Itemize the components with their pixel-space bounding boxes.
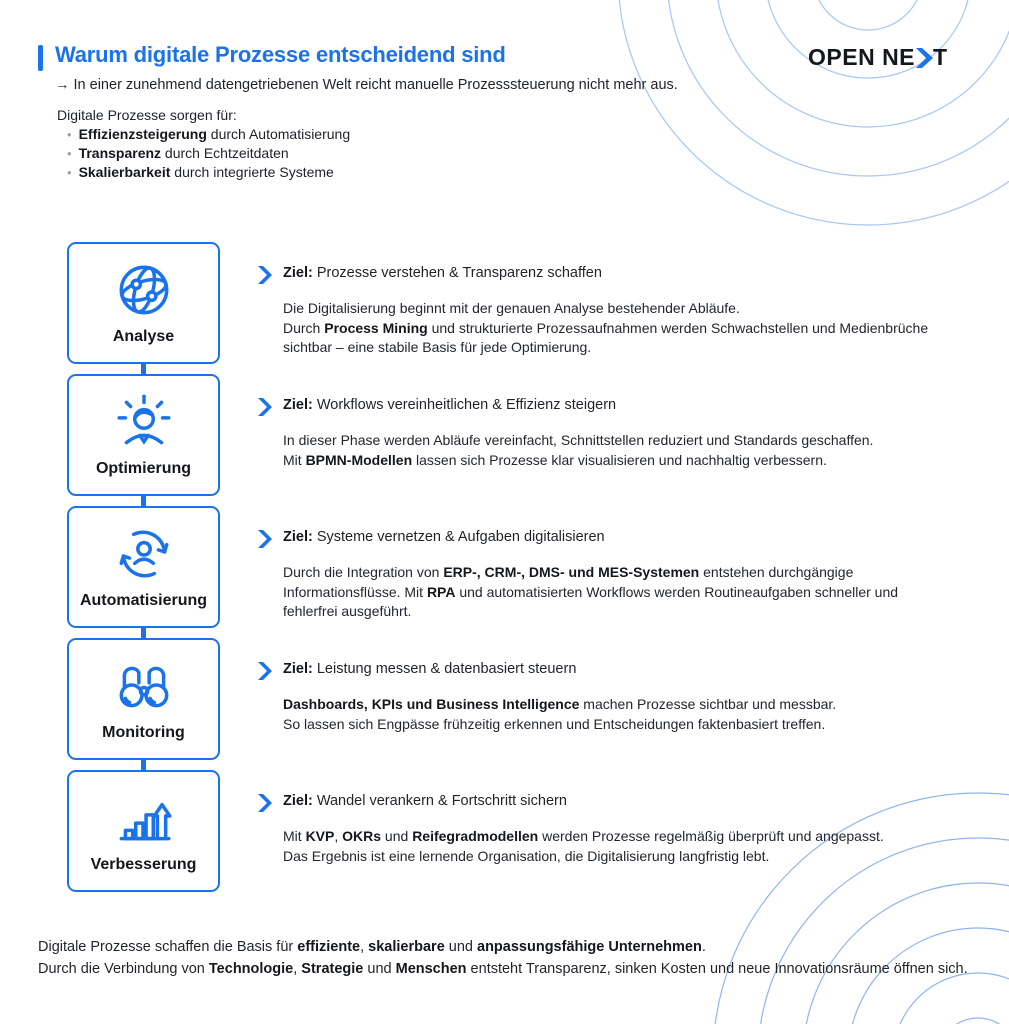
intro-bullet bbox=[57, 144, 350, 163]
person-idea-icon bbox=[111, 389, 177, 455]
body-line: In dieser Phase werden Abläufe vereinfacht, Schnittstellen reduziert und Standards geschaffen. bbox=[283, 432, 874, 448]
top-right-arcs-icon bbox=[618, 0, 1009, 225]
stage-box bbox=[67, 770, 220, 892]
body-line: fehlerfrei ausgeführt. bbox=[283, 603, 412, 619]
stage-connector bbox=[141, 760, 146, 770]
stage-connector bbox=[141, 364, 146, 374]
stage-label: Analyse bbox=[112, 328, 175, 345]
body-line: Die Digitalisierung beginnt mit der genauen Analyse bestehender Abläufe. bbox=[283, 300, 740, 316]
stage-box bbox=[67, 506, 220, 628]
stage-goal: Ziel: Prozesse verstehen & Transparenz schaffen bbox=[283, 265, 602, 281]
logo-text-right: T bbox=[933, 44, 948, 70]
stage-goal: Ziel: Wandel verankern & Fortschritt sichern bbox=[283, 793, 567, 809]
stage-label: Optimierung bbox=[95, 460, 192, 477]
body-line: sichtbar – eine stabile Basis für jede Optimierung. bbox=[283, 339, 592, 355]
footer-line: Durch die Verbindung von Technologie, Strategie und Menschen entsteht Transparenz, sinken Kosten und neue Innovationsräume öffnen sich. bbox=[38, 961, 968, 977]
globe-network-icon bbox=[111, 257, 177, 323]
page-title: Warum digitale Prozesse entscheidend sind bbox=[55, 42, 506, 67]
chevron-right-icon bbox=[258, 398, 272, 416]
stage-text bbox=[258, 529, 988, 622]
body-line: Durch Process Mining und strukturierte Prozessaufnahmen werden Schwachstellen und Medienbrüche bbox=[283, 319, 929, 336]
stage-goal: Ziel: Systeme vernetzen & Aufgaben digitalisieren bbox=[283, 529, 605, 545]
intro-block bbox=[57, 106, 350, 182]
footer-line: Digitale Prozesse schaffen die Basis für effiziente, skalierbare und anpassungsfähige Unternehmen. bbox=[38, 939, 706, 955]
intro-bullet bbox=[57, 125, 350, 144]
body-line: Das Ergebnis ist eine lernende Organisation, die Digitalisierung langfristig lebt. bbox=[283, 847, 770, 864]
bullet-dot-icon bbox=[67, 144, 72, 163]
open-next-logo bbox=[808, 44, 948, 71]
footer-summary bbox=[38, 936, 968, 980]
body-line: Mit KVP, OKRs und Reifegradmodellen werden Prozesse regelmäßig überprüft und angepasst. bbox=[283, 828, 884, 844]
person-cycle-icon bbox=[111, 521, 177, 587]
body-line: Durch die Integration von ERP-, CRM-, DMS- und MES-Systemen entstehen durchgängige bbox=[283, 564, 854, 580]
stage-text bbox=[258, 661, 988, 734]
bullet-text: Transparenz durch Echtzeitdaten bbox=[78, 145, 289, 161]
stage-description bbox=[283, 431, 988, 470]
body-line: Dashboards, KPIs und Business Intelligence machen Prozesse sichtbar und messbar. bbox=[283, 696, 837, 712]
stage-label: Verbesserung bbox=[90, 856, 197, 873]
stage-text bbox=[258, 793, 988, 866]
logo-text-left: OPEN NE bbox=[808, 44, 916, 70]
bar-chart-growth-icon bbox=[111, 785, 177, 851]
blue-chevron-x-icon bbox=[916, 48, 933, 68]
stage-box bbox=[67, 374, 220, 496]
stage-connector bbox=[141, 496, 146, 506]
stage-box bbox=[67, 638, 220, 760]
stage-label: Monitoring bbox=[102, 724, 185, 741]
stage-description bbox=[283, 563, 988, 622]
stage-connector bbox=[141, 628, 146, 638]
stage-description bbox=[283, 299, 988, 358]
stage-box bbox=[67, 242, 220, 364]
binoculars-icon bbox=[111, 653, 177, 719]
bullet-text: Effizienzsteigerung durch Automatisierung bbox=[78, 126, 351, 142]
intro-bullet bbox=[57, 163, 350, 182]
bullet-dot-icon bbox=[67, 125, 72, 144]
body-line: Informationsflüsse. Mit RPA und automatisierten Workflows werden Routineaufgaben schneller und bbox=[283, 583, 899, 600]
stage-goal: Ziel: Workflows vereinheitlichen & Effizienz steigern bbox=[283, 397, 617, 413]
chevron-right-icon bbox=[258, 794, 272, 812]
intro-label: Digitale Prozesse sorgen für: bbox=[57, 107, 237, 123]
stage-label: Automatisierung bbox=[79, 592, 208, 609]
stage-text bbox=[258, 265, 988, 358]
stage-goal: Ziel: Leistung messen & datenbasiert steuern bbox=[283, 661, 577, 677]
body-line: Mit BPMN-Modellen lassen sich Prozesse klar visualisieren und nachhaltig verbessern. bbox=[283, 451, 827, 468]
bullet-text: Skalierbarkeit durch integrierte Systeme bbox=[78, 164, 334, 180]
body-line: So lassen sich Engpässe frühzeitig erkennen und Entscheidungen faktenbasiert treffen. bbox=[283, 715, 826, 732]
stage-text bbox=[258, 397, 988, 470]
chevron-right-icon bbox=[258, 266, 272, 284]
subtitle: → In einer zunehmend datengetriebenen Welt reicht manuelle Prozesssteuerung nicht mehr aus. bbox=[55, 77, 678, 93]
bullet-dot-icon bbox=[67, 163, 72, 182]
title-accent-bar bbox=[38, 45, 43, 71]
stage-description bbox=[283, 827, 988, 866]
stage-description bbox=[283, 695, 988, 734]
chevron-right-icon bbox=[258, 530, 272, 548]
chevron-right-icon bbox=[258, 662, 272, 680]
